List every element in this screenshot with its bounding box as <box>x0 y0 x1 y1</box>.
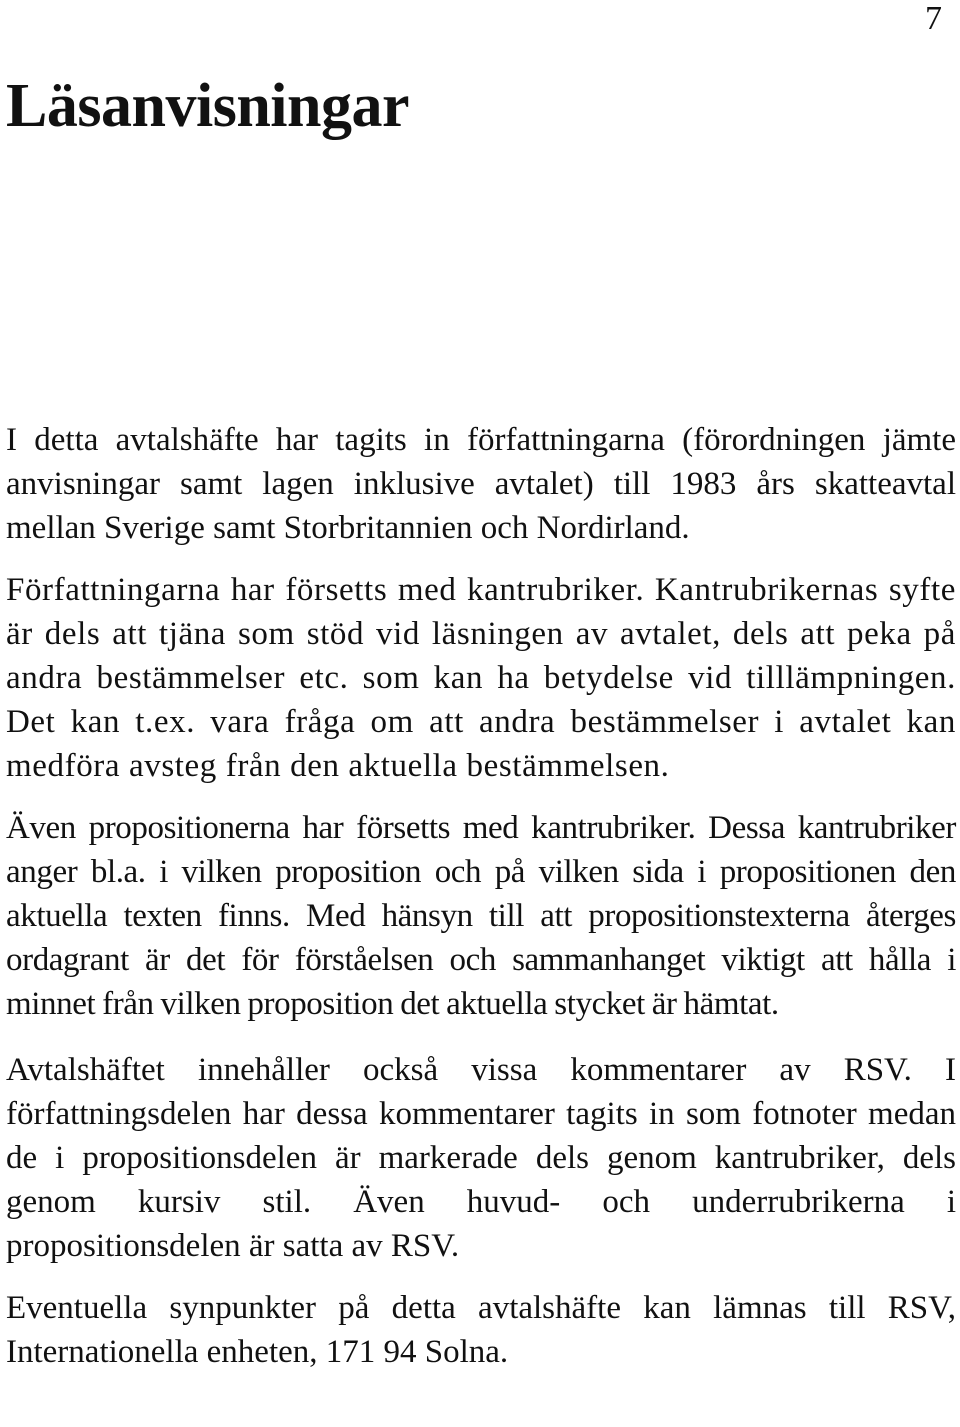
page-title: Läsanvisningar <box>6 72 410 140</box>
paragraph-kommentarer: Avtalshäftet innehåller också vissa kommentarer av RSV. I författningsdelen har dessa kommentarer tagits in som fotnoter medan de i propositionsdelen är markerade dels genom kantrubriker, dels genom kursiv stil. Även huvud- och underrubrikerna i propositionsdelen är satta av RSV. <box>6 1052 956 1264</box>
body-text <box>6 418 956 1374</box>
paragraph-kantrubriker: Författningarna har försetts med kantrubriker. Kantrubrikernas syfte är dels att tjäna som stöd vid läsningen av avtalet, dels att peka på andra bestämmelser etc. som kan ha betydelse vid tilllämpningen. Det kan t.ex. vara fråga om att andra bestämmelser i avtalet kan medföra avsteg från den aktuella bestämmelsen. <box>6 572 956 784</box>
paragraph-synpunkter: Eventuella synpunkter på detta avtalshäfte kan lämnas till RSV, Internationella enheten, 171 94 Solna. <box>6 1290 956 1370</box>
paragraph-propositioner: Även propositionerna har försetts med kantrubriker. Dessa kantrubriker anger bl.a. i vilken proposition och på vilken sida i propositionen den aktuella texten finns. Med hänsyn till att propositionstexterna återges ordagrant är det för förståelsen och sammanhanget viktigt att hålla i minnet från vilken proposition det aktuella stycket är hämtat. <box>6 810 956 1022</box>
page-number: 7 <box>925 0 942 37</box>
paragraph-intro: I detta avtalshäfte har tagits in författningarna (förordningen jämte anvisningar samt lagen inklusive avtalet) till 1983 års skatteavtal mellan Sverige samt Storbritannien och Nordirland. <box>6 422 956 546</box>
